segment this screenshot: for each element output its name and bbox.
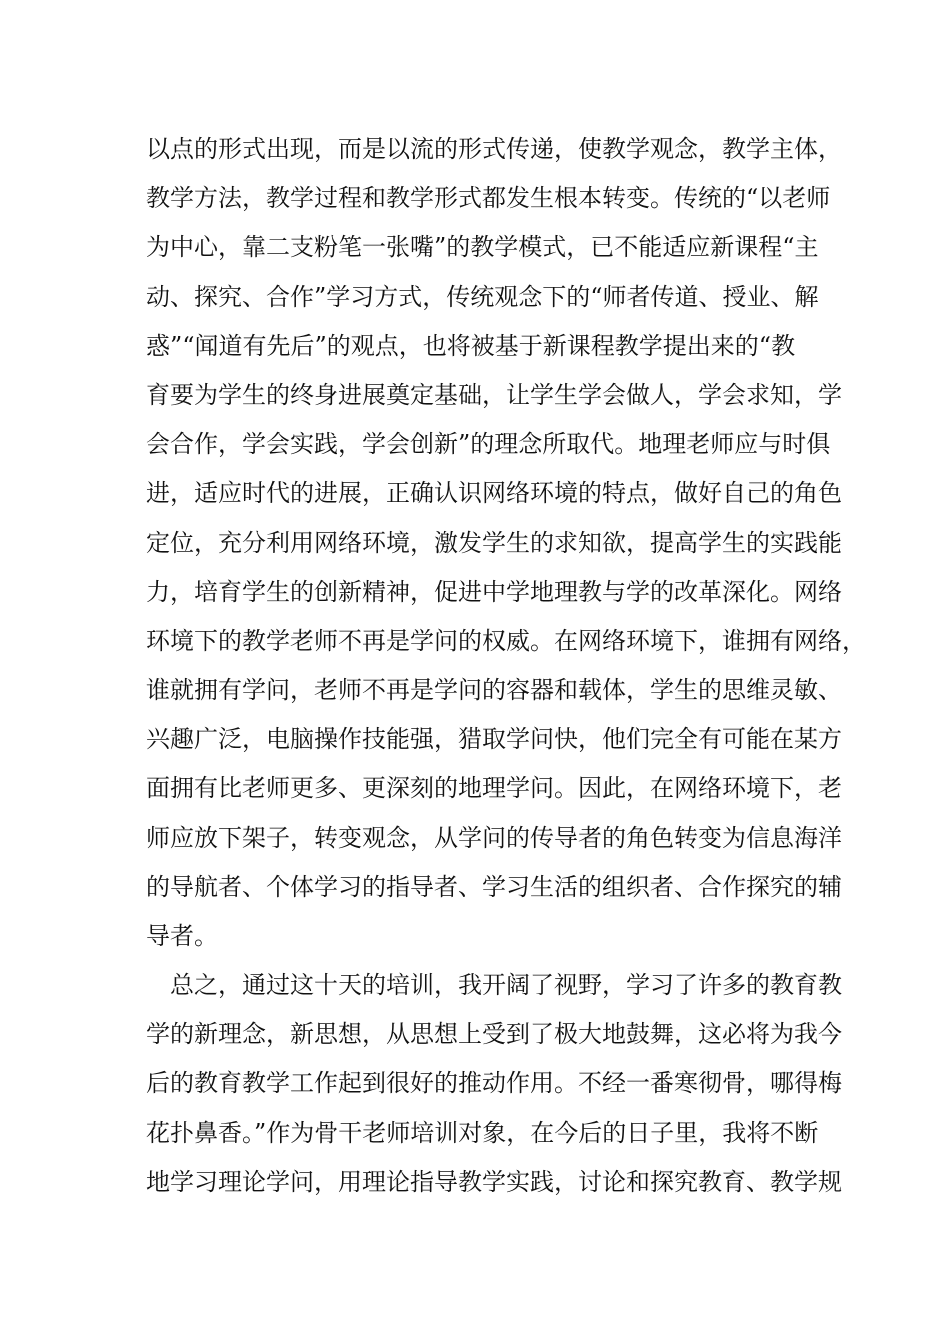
text-line: 环境下的教学老师不再是学问的权威。在网络环境下，谁拥有网络， [146, 626, 866, 655]
text-line: 后的教育教学工作起到很好的推动作用。不经一番寒彻骨，哪得梅 [146, 1069, 842, 1098]
text-line: 谁就拥有学问，老师不再是学问的容器和载体，学生的思维灵敏、 [146, 676, 842, 705]
text-line: 兴趣广泛，电脑操作技能强，猎取学问快，他们完全有可能在某方 [146, 725, 842, 754]
text-line: 进，适应时代的进展，正确认识网络环境的特点，做好自己的角色 [146, 479, 842, 508]
text-line: 地学习理论学问，用理论指导教学实践，讨论和探究教育、教学规 [146, 1167, 842, 1196]
text-line: 惑”“闻道有先后”的观点，也将被基于新课程教学提出来的“教 [146, 331, 796, 360]
text-line: 的导航者、个体学习的指导者、学习生活的组织者、合作探究的辅 [146, 872, 842, 901]
text-line: 定位，充分利用网络环境，激发学生的求知欲，提高学生的实践能 [146, 528, 842, 557]
text-line: 教学方法，教学过程和教学形式都发生根本转变。传统的“以老师 [146, 184, 831, 213]
text-line: 导者。 [146, 922, 218, 950]
text-line: 学的新理念，新思想，从思想上受到了极大地鼓舞，这必将为我今 [146, 1020, 842, 1049]
text-line: 花扑鼻香。”作为骨干老师培训对象，在今后的日子里，我将不断 [146, 1118, 819, 1147]
paragraph-2 [146, 961, 842, 1207]
text-line: 师应放下架子，转变观念，从学问的传导者的角色转变为信息海洋 [146, 823, 842, 852]
text-line: 总之，通过这十天的培训，我开阔了视野，学习了许多的教育教 [170, 971, 842, 999]
paragraph-1 [146, 125, 866, 961]
text-line: 为中心，靠二支粉笔一张嘴”的教学模式，已不能适应新课程“主 [146, 233, 819, 262]
text-line: 动、探究、合作”学习方式，传统观念下的“师者传道、授业、解 [146, 282, 819, 311]
text-line: 力，培育学生的创新精神，促进中学地理教与学的改革深化。网络 [146, 577, 842, 606]
text-line: 育要为学生的终身进展奠定基础，让学生学会做人，学会求知，学 [146, 380, 842, 409]
text-line: 以点的形式出现，而是以流的形式传递，使教学观念，教学主体， [146, 135, 842, 163]
text-line: 面拥有比老师更多、更深刻的地理学问。因此，在网络环境下，老 [146, 774, 842, 803]
text-line: 会合作，学会实践，学会创新”的理念所取代。地理老师应与时俱 [146, 430, 831, 459]
